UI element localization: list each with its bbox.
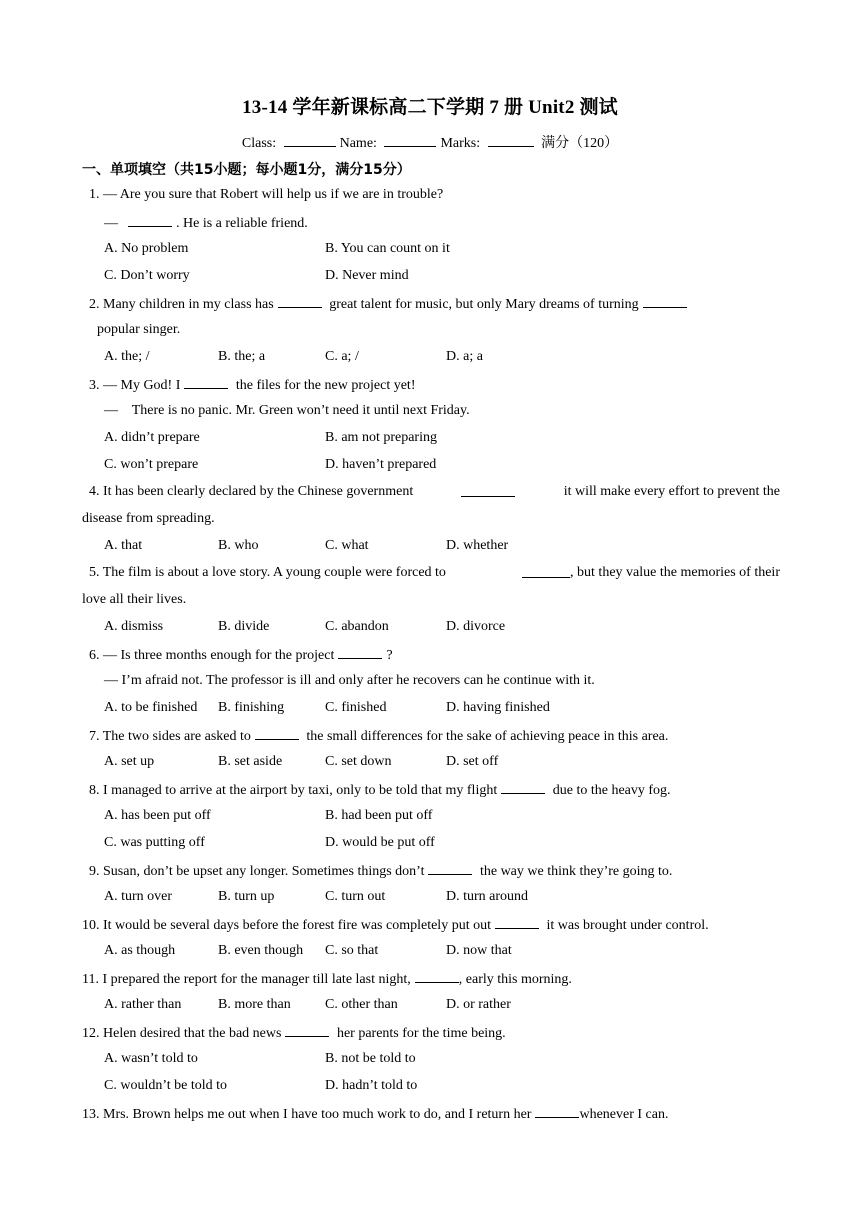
q6-option-a: A. to be finished: [104, 700, 198, 715]
answer-blank: [501, 780, 545, 794]
q7-option-c: C. set down: [325, 754, 392, 769]
question-12-stem: 12. Helen desired that the bad news her parents for the time being.: [82, 1023, 506, 1043]
q3-option-d: D. haven’t prepared: [325, 457, 437, 472]
q9-option-d: D. turn around: [446, 889, 529, 904]
marks-label: Marks:: [440, 136, 481, 151]
q11-option-b: B. more than: [218, 997, 291, 1012]
answer-blank: [255, 726, 299, 740]
q11-option-a: A. rather than: [104, 997, 182, 1012]
q5-option-b: B. divide: [218, 619, 270, 634]
q4-option-a: A. that: [104, 538, 143, 553]
q1-option-b: B. You can count on it: [325, 241, 450, 256]
q12-option-c: C. wouldn’t be told to: [104, 1078, 228, 1093]
q12-option-a: A. wasn’t told to: [104, 1051, 198, 1066]
q12-option-d: D. hadn’t told to: [325, 1078, 418, 1093]
question-5-stem-cont: love all their lives.: [82, 592, 187, 607]
question-7-stem: 7. The two sides are asked to the small differences for the sake of achieving peace in this area.: [89, 726, 668, 746]
q1-option-a: A. No problem: [104, 241, 189, 256]
q6-option-d: D. having finished: [446, 700, 550, 715]
answer-blank: [535, 1104, 579, 1118]
question-6-stem: 6. — Is three months enough for the project ?: [89, 645, 393, 665]
q1-option-c: C. Don’t worry: [104, 268, 190, 283]
q8-option-b: B. had been put off: [325, 808, 433, 823]
q10-option-c: C. so that: [325, 943, 379, 958]
question-5-stem: 5. The film is about a love story. A young couple were forced to , but they value the memories of their: [89, 565, 780, 580]
q2-option-d: D. a; a: [446, 349, 483, 364]
question-3-reply: — There is no panic. Mr. Green won’t need it until next Friday.: [104, 403, 470, 418]
q3-option-b: B. am not preparing: [325, 430, 437, 445]
question-2-stem-cont: popular singer.: [97, 322, 181, 337]
q3-option-c: C. won’t prepare: [104, 457, 199, 472]
question-3-stem: 3. — My God! I the files for the new project yet!: [89, 375, 415, 395]
class-label: Class:: [241, 136, 277, 151]
question-4-stem-cont: disease from spreading.: [82, 511, 215, 526]
q8-option-d: D. would be put off: [325, 835, 435, 850]
answer-blank: [128, 213, 172, 227]
full-score: 满分（120）: [541, 136, 619, 151]
name-label: Name:: [339, 136, 377, 151]
answer-blank: [643, 294, 687, 308]
answer-blank: [522, 564, 570, 578]
answer-blank: [338, 645, 382, 659]
header-fields: [0, 132, 860, 152]
question-1-stem: 1. — Are you sure that Robert will help us if we are in trouble?: [89, 187, 444, 202]
answer-blank: [495, 915, 539, 929]
q9-option-b: B. turn up: [218, 889, 275, 904]
q5-option-d: D. divorce: [446, 619, 506, 634]
q7-option-d: D. set off: [446, 754, 499, 769]
q11-option-d: D. or rather: [446, 997, 511, 1012]
class-blank: [284, 133, 336, 147]
q2-option-b: B. the; a: [218, 349, 266, 364]
q11-option-c: C. other than: [325, 997, 398, 1012]
marks-blank: [488, 133, 534, 147]
answer-blank: [184, 375, 228, 389]
q2-option-c: C. a; /: [325, 349, 359, 364]
q7-option-a: A. set up: [104, 754, 155, 769]
q8-option-c: C. was putting off: [104, 835, 205, 850]
name-blank: [384, 133, 436, 147]
q2-option-a: A. the; /: [104, 349, 150, 364]
q1-option-d: D. Never mind: [325, 268, 409, 283]
q6-option-c: C. finished: [325, 700, 387, 715]
q9-option-c: C. turn out: [325, 889, 386, 904]
q4-option-c: C. what: [325, 538, 369, 553]
question-9-stem: 9. Susan, don’t be upset any longer. Sometimes things don’t the way we think they’re going to.: [89, 861, 672, 881]
question-11-stem: 11. I prepared the report for the manager till late last night, , early this morning.: [82, 969, 572, 989]
q6-option-b: B. finishing: [218, 700, 285, 715]
q5-option-a: A. dismiss: [104, 619, 164, 634]
answer-blank: [285, 1023, 329, 1037]
q8-option-a: A. has been put off: [104, 808, 211, 823]
q3-option-a: A. didn’t prepare: [104, 430, 200, 445]
question-2-stem: 2. Many children in my class has great talent for music, but only Mary dreams of turning: [89, 294, 691, 314]
q5-option-c: C. abandon: [325, 619, 389, 634]
q7-option-b: B. set aside: [218, 754, 283, 769]
q4-option-d: D. whether: [446, 538, 509, 553]
q10-option-a: A. as though: [104, 943, 176, 958]
question-1-reply: — . He is a reliable friend.: [104, 213, 308, 233]
section-heading: 一、单项填空（共15小题；每小题1分，满分15分）: [82, 162, 411, 178]
question-4-stem: 4. It has been clearly declared by the Chinese government it will make every effort to prevent the: [89, 484, 780, 499]
q9-option-a: A. turn over: [104, 889, 173, 904]
question-8-stem: 8. I managed to arrive at the airport by taxi, only to be told that my flight due to the heavy fog.: [89, 780, 671, 800]
answer-blank: [415, 969, 459, 983]
q10-option-b: B. even though: [218, 943, 304, 958]
answer-blank: [278, 294, 322, 308]
q4-option-b: B. who: [218, 538, 259, 553]
question-6-reply: — I’m afraid not. The professor is ill and only after he recovers can he continue with it.: [104, 673, 595, 688]
q10-option-d: D. now that: [446, 943, 512, 958]
question-10-stem: 10. It would be several days before the forest fire was completely put out it was brought under control.: [82, 915, 709, 935]
q12-option-b: B. not be told to: [325, 1051, 416, 1066]
page-title: 13-14 学年新课标高二下学期 7 册 Unit2 测试: [242, 97, 618, 118]
answer-blank: [428, 861, 472, 875]
question-13-stem: 13. Mrs. Brown helps me out when I have too much work to do, and I return her whenever I can.: [82, 1104, 668, 1124]
answer-blank: [461, 483, 515, 497]
